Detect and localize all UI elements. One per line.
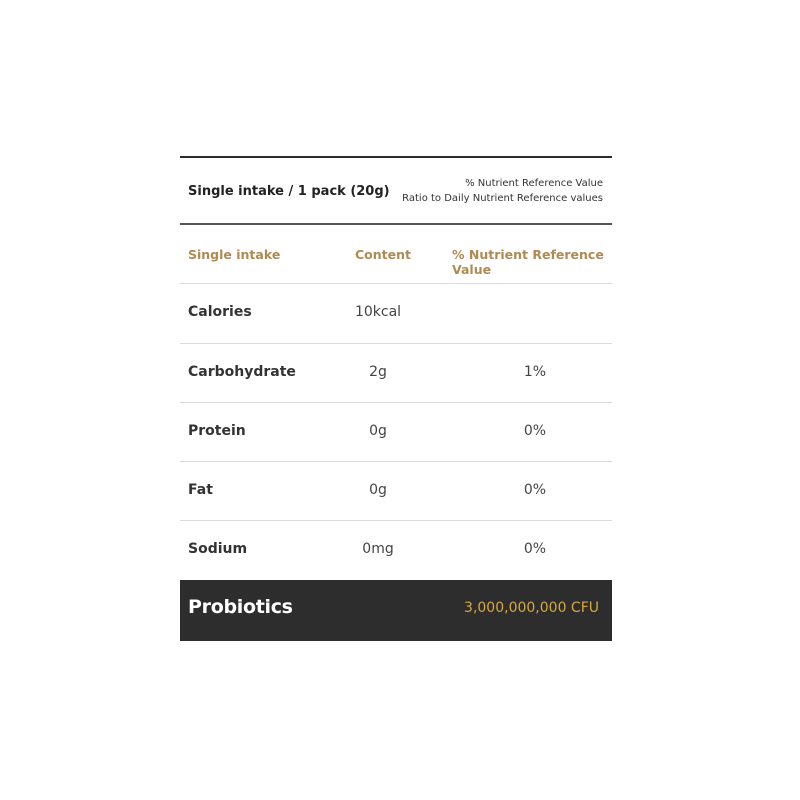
- reference-note-line-2: Ratio to Daily Nutrient Reference values: [402, 193, 603, 204]
- probiotics-bar: [180, 580, 612, 641]
- nutrient-content: 0g: [369, 423, 387, 439]
- table-row: [180, 462, 612, 520]
- table-row: [180, 344, 612, 402]
- nutrient-percent: 1%: [523, 364, 547, 380]
- nutrient-percent: 0%: [523, 482, 547, 498]
- nutrient-percent: 0%: [523, 541, 547, 557]
- reference-note-line-1: % Nutrient Reference Value: [465, 178, 603, 189]
- nutrient-content: 0mg: [362, 541, 394, 557]
- nutrient-name: Protein: [188, 423, 246, 439]
- table-row: [180, 521, 612, 579]
- column-header-percent: % Nutrient Reference Value: [452, 247, 604, 277]
- column-header-name: Single intake: [188, 247, 281, 262]
- column-headers: [180, 225, 612, 283]
- nutrient-content: 0g: [369, 482, 387, 498]
- table-header: [180, 158, 612, 223]
- probiotics-value: 3,000,000,000 CFU: [464, 600, 599, 616]
- probiotics-label: Probiotics: [188, 596, 293, 618]
- table-row: [180, 284, 612, 342]
- nutrient-name: Sodium: [188, 541, 248, 557]
- nutrition-facts-table: [180, 156, 612, 641]
- nutrient-name: Carbohydrate: [188, 364, 296, 380]
- nutrient-percent: 0%: [523, 423, 547, 439]
- nutrient-name: Calories: [188, 304, 252, 320]
- nutrient-name: Fat: [188, 482, 213, 498]
- column-header-content: Content: [355, 247, 411, 262]
- nutrient-content: 2g: [369, 364, 387, 380]
- table-row: [180, 403, 612, 461]
- nutrient-content: 10kcal: [354, 304, 402, 320]
- reference-note: [402, 176, 603, 206]
- serving-size-title: Single intake / 1 pack (20g): [188, 184, 390, 199]
